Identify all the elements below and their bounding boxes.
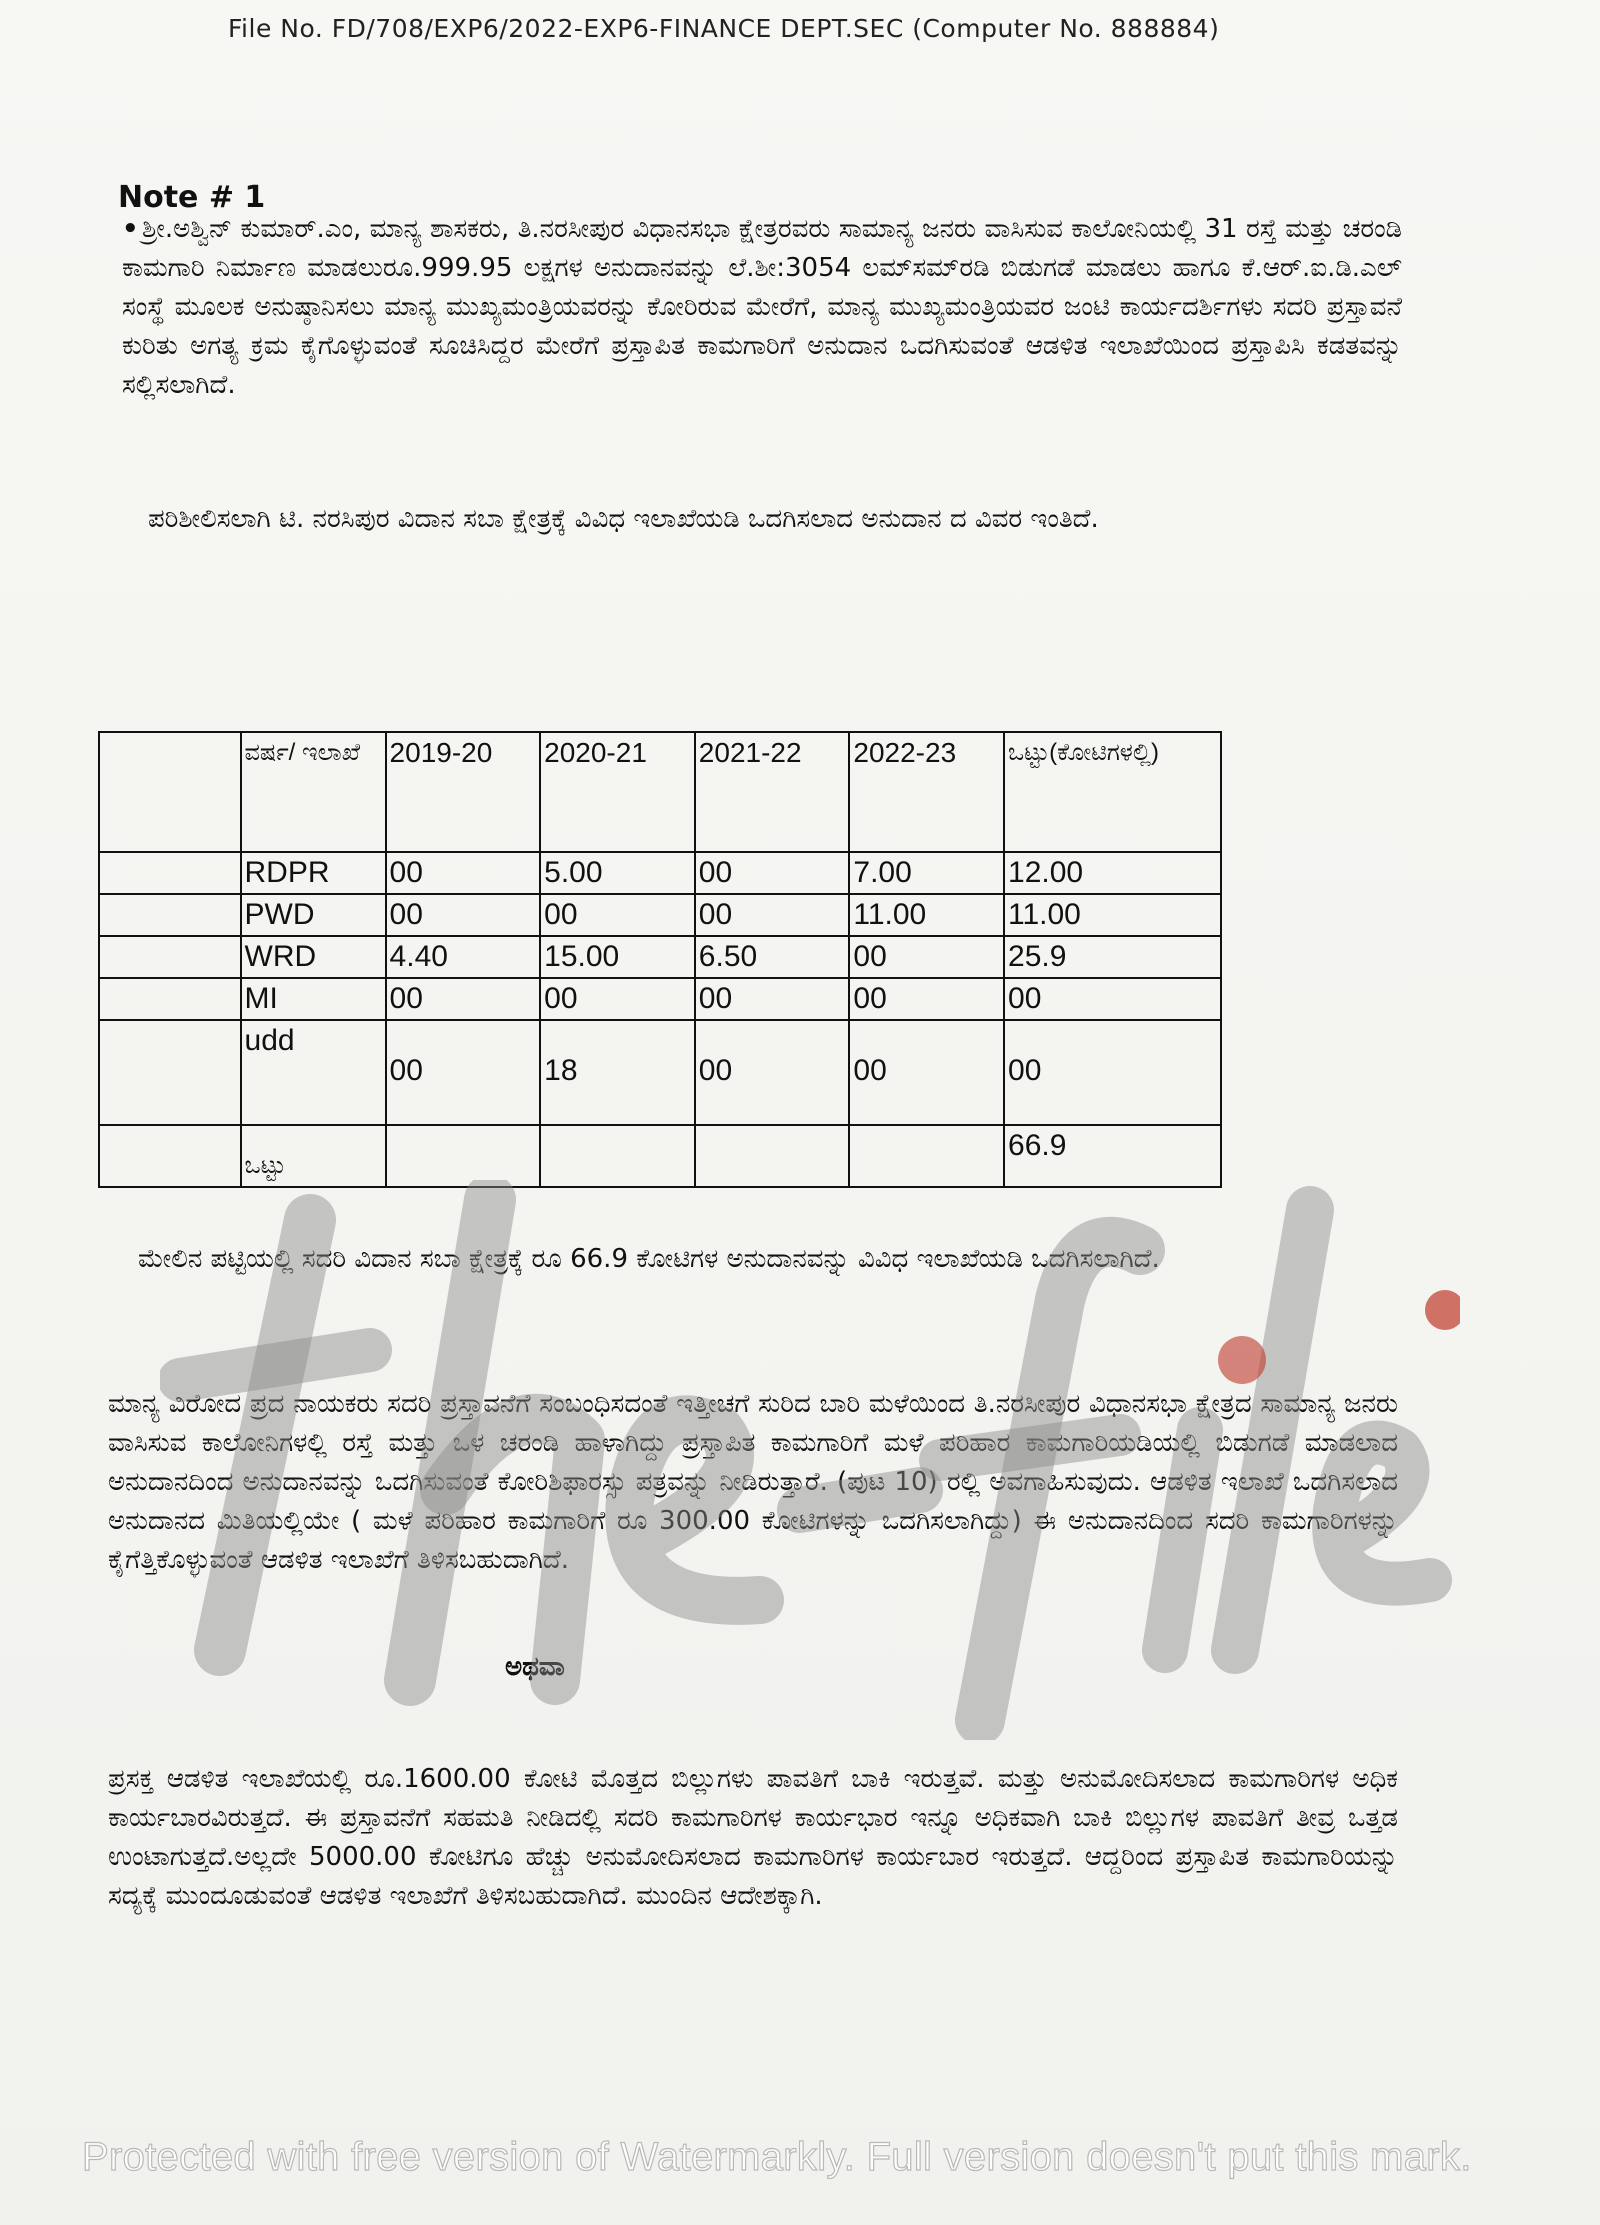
value-text: 00: [389, 1054, 423, 1087]
table-blank-cell: [99, 978, 241, 1020]
value-cell: 7.00: [849, 852, 1004, 894]
header-year-cell: 2022-23: [849, 732, 1004, 852]
dept-cell: udd: [241, 1020, 386, 1125]
total-label: ಒಟ್ಟು: [244, 1152, 286, 1179]
header-year-cell: 2019-20: [386, 732, 541, 852]
table-total-row: [99, 1125, 1221, 1187]
above-table-summary: ಮೇಲಿನ ಪಟ್ಟಿಯಲ್ಲಿ ಸದರಿ ವಿದಾನ ಸಬಾ ಕ್ಷೇತ್ರಕ್ಕೆ ರೂ 66.9 ಕೋಟಿಗಳ ಅನುದಾನವನ್ನು ವಿವಿಧ ಇಲಾಖೆಯಡಿ ಒದಗಿಸಲಾಗಿದೆ.: [138, 1244, 1160, 1274]
value-cell: 00: [386, 852, 541, 894]
value-cell: [849, 1020, 1004, 1125]
value-text: 00: [1008, 1054, 1042, 1087]
table-blank-cell: [99, 1020, 241, 1125]
total-label-cell: [241, 1125, 386, 1187]
table-blank-cell: [99, 1125, 241, 1187]
table-row: [99, 852, 1221, 894]
opposition-leader-paragraph: ಮಾನ್ಯ ವಿರೋದ ಪ್ರದ ನಾಯಕರು ಸದರಿ ಪ್ರಸ್ತಾವನೆಗೆ ಸಂಬಂಧಿಸದಂತೆ ಇತ್ತೀಚಗೆ ಸುರಿದ ಬಾರಿ ಮಳೆಯಿಂದ ತಿ.ನರಸೀಪುರ ವಿಧಾನಸಭಾ ಕ್ಷೇತ್ರದ ಸಾಮಾನ್ಯ ಜನರು ವಾಸಿಸುವ ಕಾಲೋನಿಗಳಲ್ಲಿ ರಸ್ತೆ ಮತ್ತು ಒಳ ಚರಂಡಿ ಹಾಳಾಗಿದ್ದು ಪ್ರಸ್ತಾಪಿತ ಕಾಮಗಾರಿಗೆ ಮಳೆ ಪರಿಹಾರ ಕಾಮಗಾರಿಯಡಿಯಲ್ಲಿ ಬಿಡುಗಡೆ ಮಾಡಲಾದ ಅನುದಾನದಿಂದ ಅನುದಾನವನ್ನು ಒದಗಿಸುವಂತೆ ಕೋರಿಶಿಫಾರಸ್ಸು ಪತ್ರವನ್ನು ನೀಡಿರುತ್ತಾರೆ. (ಪುಟ 10) ರಲ್ಲಿ ಅವಗಾಹಿಸುವುದು. ಆಡಳಿತ ಇಲಾಖೆ ಒದಗಿಸಲಾದ ಅನುದಾನದ ಮಿತಿಯಲ್ಲಿಯೇ ( ಮಳೆ ಪರಿಹಾರ ಕಾಮಗಾರಿಗೆ ರೂ 300.00 ಕೋಟಿಗಳನ್ನು ಒದಗಿಸಲಾಗಿದ್ದು) ಈ ಅನುದಾನದಿಂದ ಸದರಿ ಕಾಮಗಾರಿಗಳನ್ನು ಕೈಗೆತ್ತಿಕೊಳ್ಳುವಂತೆ ಆಡಳಿತ ಇಲಾಖೆಗೆ ತಿಳಿಸಬಹುದಾಗಿದೆ.: [108, 1389, 1398, 1575]
dept-cell: RDPR: [241, 852, 386, 894]
empty-cell: [695, 1125, 850, 1187]
row-total-cell: 25.9: [1004, 936, 1221, 978]
value-text: 18: [544, 1054, 578, 1087]
table-blank-cell: [99, 894, 241, 936]
header-total-cell: ಒಟ್ಟು(ಕೋಟಿಗಳಲ್ಲಿ): [1004, 732, 1221, 852]
athava-heading: ಅಥವಾ: [505, 1652, 565, 1682]
header-year-cell: 2020-21: [540, 732, 695, 852]
header-dept-cell: ವರ್ಷ/ ಇಲಾಖೆ: [241, 732, 386, 852]
value-cell: 00: [695, 852, 850, 894]
value-cell: 00: [695, 978, 850, 1020]
grand-total-cell: 66.9: [1004, 1125, 1221, 1187]
table-header-row: [99, 732, 1221, 852]
bullet-marker: •: [122, 214, 139, 244]
value-text: 00: [853, 1054, 887, 1087]
table-row: [99, 894, 1221, 936]
value-cell: 5.00: [540, 852, 695, 894]
request-paragraph-text: ಶ್ರೀ.ಅಶ್ವಿನ್ ಕುಮಾರ್.ಎಂ, ಮಾನ್ಯ ಶಾಸಕರು, ತಿ.ನರಸೀಪುರ ವಿಧಾನಸಭಾ ಕ್ಷೇತ್ರರವರು ಸಾಮಾನ್ಯ ಜನರು ವಾಸಿಸುವ ಕಾಲೋನಿಯಲ್ಲಿ 31 ರಸ್ತೆ ಮತ್ತು ಚರಂಡಿ ಕಾಮಗಾರಿ ನಿರ್ಮಾಣ ಮಾಡಲುರೂ.999.95 ಲಕ್ಷಗಳ ಅನುದಾನವನ್ನು ಲೆ.ಶೀ:3054 ಲಮ್‌ಸಮ್‌ರಡಿ ಬಿಡುಗಡೆ ಮಾಡಲು ಹಾಗೂ ಕೆ.ಆರ್.ಐ.ಡಿ.ಎಲ್ ಸಂಸ್ಥೆ ಮೂಲಕ ಅನುಷ್ಠಾನಿಸಲು ಮಾನ್ಯ ಮುಖ್ಯಮಂತ್ರಿಯವರನ್ನು ಕೋರಿರುವ ಮೇರೆಗೆ, ಮಾನ್ಯ ಮುಖ್ಯಮಂತ್ರಿಯವರ ಜಂಟಿ ಕಾರ್ಯದರ್ಶಿಗಳು ಸದರಿ ಪ್ರಸ್ತಾವನೆ ಕುರಿತು ಅಗತ್ಯ ಕ್ರಮ ಕೈಗೊಳ್ಳುವಂತೆ ಸೂಚಿಸಿದ್ದರ ಮೇರೆಗೆ ಪ್ರಸ್ತಾಪಿತ ಕಾಮಗಾರಿಗೆ ಅನುದಾನ ಒದಗಿಸುವಂತೆ ಆಡಳಿತ ಇಲಾಖೆಯಿಂದ ಪ್ರಸ್ತಾಪಿಸಿ ಕಡತವನ್ನು ಸಲ್ಲಿಸಲಾಗಿದೆ.: [122, 214, 1402, 400]
value-cell: 11.00: [849, 894, 1004, 936]
value-cell: [540, 1020, 695, 1125]
dept-cell: WRD: [241, 936, 386, 978]
value-cell: 00: [540, 894, 695, 936]
value-cell: 6.50: [695, 936, 850, 978]
row-total-cell: 11.00: [1004, 894, 1221, 936]
table-blank-cell: [99, 852, 241, 894]
value-cell: [386, 1020, 541, 1125]
value-cell: 00: [540, 978, 695, 1020]
table-row: [99, 936, 1221, 978]
row-total-cell: 00: [1004, 978, 1221, 1020]
grant-table: [98, 731, 1222, 1188]
value-cell: 15.00: [540, 936, 695, 978]
table-blank-cell: [99, 936, 241, 978]
table-row: [99, 978, 1221, 1020]
dept-cell: PWD: [241, 894, 386, 936]
table-blank-cell: [99, 732, 241, 852]
value-cell: 00: [849, 978, 1004, 1020]
value-cell: 00: [849, 936, 1004, 978]
empty-cell: [386, 1125, 541, 1187]
row-total-cell: [1004, 1020, 1221, 1125]
empty-cell: [849, 1125, 1004, 1187]
department-paragraph: ಪ್ರಸಕ್ತ ಆಡಳಿತ ಇಲಾಖೆಯಲ್ಲಿ ರೂ.1600.00 ಕೋಟಿ ಮೊತ್ತದ ಬಿಲ್ಲುಗಳು ಪಾವತಿಗೆ ಬಾಕಿ ಇರುತ್ತವೆ. ಮತ್ತು ಅನುಮೋದಿಸಲಾದ ಕಾಮಗಾರಿಗಳ ಅಧಿಕ ಕಾರ್ಯಬಾರವಿರುತ್ತದೆ. ಈ ಪ್ರಸ್ತಾವನೆಗೆ ಸಹಮತಿ ನೀಡಿದಲ್ಲಿ ಸದರಿ ಕಾಮಗಾರಿಗಳ ಕಾರ್ಯಭಾರ ಇನ್ನೂ ಅಧಿಕವಾಗಿ ಬಾಕಿ ಬಿಲ್ಲುಗಳ ಪಾವತಿಗೆ ತೀವ್ರ ಒತ್ತಡ ಉಂಟಾಗುತ್ತದೆ.ಅಲ್ಲದೇ 5000.00 ಕೋಟಿಗೂ ಹೆಚ್ಚು ಅನುಮೋದಿಸಲಾದ ಕಾಮಗಾರಿಗಳ ಕಾರ್ಯಬಾರ ಇರುತ್ತದೆ. ಆದ್ದರಿಂದ ಪ್ರಸ್ತಾಪಿತ ಕಾಮಗಾರಿಯನ್ನು ಸದ್ಯಕ್ಕೆ ಮುಂದೂಡುವಂತೆ ಆಡಳಿತ ಇಲಾಖೆಗೆ ತಿಳಿಸಬಹುದಾಗಿದೆ. ಮುಂದಿನ ಆದೇಶಕ್ಕಾಗಿ.: [108, 1764, 1398, 1911]
file-number-header: File No. FD/708/EXP6/2022-EXP6-FINANCE DEPT.SEC (Computer No. 888884): [228, 14, 1220, 43]
watermarkly-footer: Protected with free version of Watermarkly. Full version doesn't put this mark.: [82, 2135, 1472, 2179]
value-cell: [695, 1020, 850, 1125]
value-cell: 4.40: [386, 936, 541, 978]
note-title: Note # 1: [118, 180, 266, 215]
value-cell: 00: [695, 894, 850, 936]
value-cell: 00: [386, 978, 541, 1020]
table-row: [99, 1020, 1221, 1125]
request-paragraph: [122, 210, 1402, 405]
examined-paragraph: ಪರಿಶೀಲಿಸಲಾಗಿ ಟಿ. ನರಸಿಪುರ ವಿದಾನ ಸಬಾ ಕ್ಷೇತ್ರಕ್ಕೆ ವಿವಿಧ ಇಲಾಖೆಯಡಿ ಒದಗಿಸಲಾದ ಅನುದಾನ ದ ವಿವರ ಇಂತಿದೆ.: [148, 504, 1099, 534]
header-year-cell: 2021-22: [695, 732, 850, 852]
value-text: 00: [698, 1054, 733, 1087]
value-cell: 00: [386, 894, 541, 936]
dept-cell: MI: [241, 978, 386, 1020]
empty-cell: [540, 1125, 695, 1187]
row-total-cell: 12.00: [1004, 852, 1221, 894]
